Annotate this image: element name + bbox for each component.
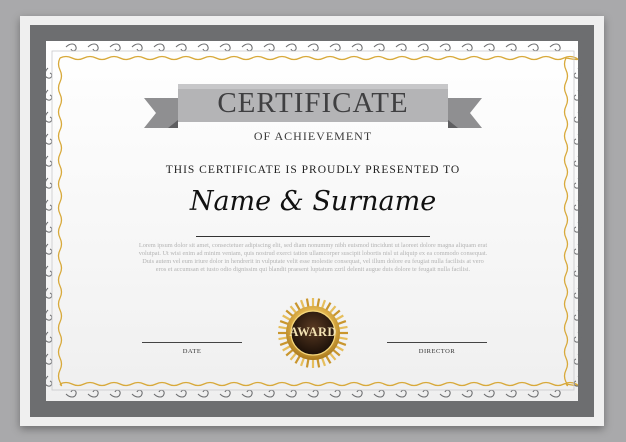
certificate-title: CERTIFICATE xyxy=(217,87,409,119)
date-label: DATE xyxy=(182,348,202,355)
certificate-body-text: Lorem ipsum dolor sit amet, consectetuer adipiscing elit, sed diam nonummy nibh euismod tincidunt ut laoreet dolore magna aliquam erat volutpat. Ut wisi enim ad minim veniam, quis nostrud exerci tation ullamcorper suscipit lobortis nisl ut aliquip ex ea commodo consequat. Duis autem vel eum iriure dolor in hendrerit in vulputate velit esse molestie consequat, vel illum dolore eu feugiat nulla facilisis at vero eros et accumsan et iusto odio dignissim qui blandit praesent luptatum zzril delenit augue duis dolore te feugait nulla facilisi. xyxy=(138,242,488,273)
recipient-underline xyxy=(196,236,430,237)
seal-label: AWARD xyxy=(289,325,337,339)
recipient-name: Name & Surname xyxy=(189,186,437,217)
director-label: DIRECTOR xyxy=(418,348,456,355)
date-signature-line xyxy=(142,342,242,343)
presented-to-line: THIS CERTIFICATE IS PROUDLY PRESENTED TO xyxy=(165,164,461,176)
award-seal xyxy=(277,297,349,369)
certificate-subtitle: OF ACHIEVEMENT xyxy=(253,129,373,143)
director-signature-line xyxy=(387,342,487,343)
